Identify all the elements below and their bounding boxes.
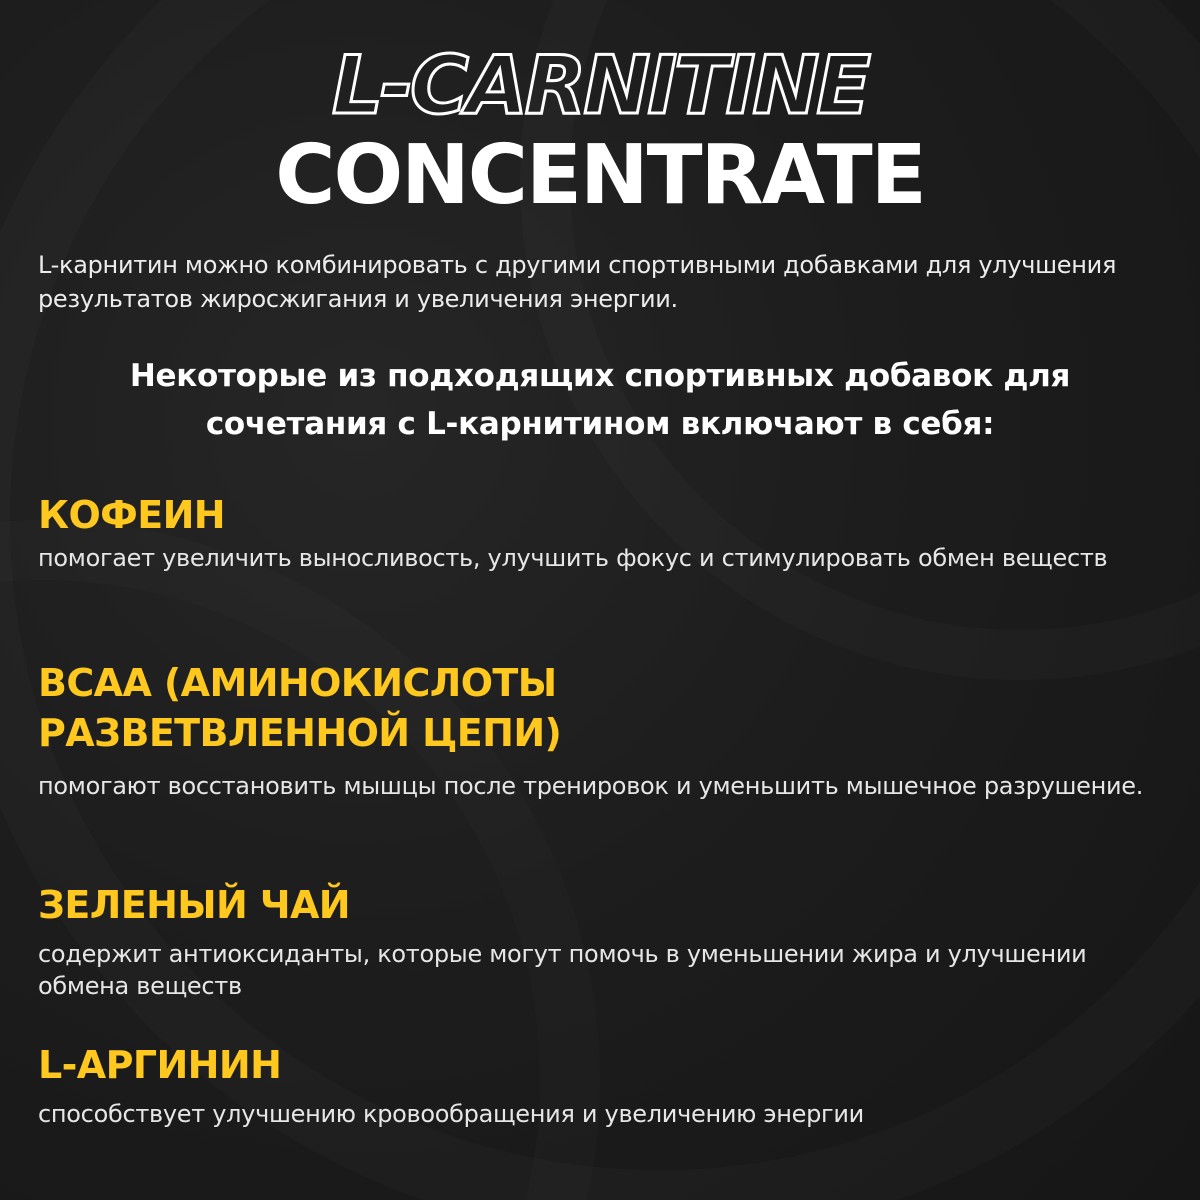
item-desc-bcaa: помогают восстановить мышцы после тренировок и уменьшить мышечное разрушение.	[38, 772, 1144, 800]
item-desc-l-arginine: способствует улучшению кровообращения и увеличению энергии	[38, 1100, 864, 1128]
item-desc-caffeine: помогает увеличить выносливость, улучшить фокус и стимулировать обмен веществ	[38, 544, 1108, 572]
item-title-l-arginine: L-АРГИНИН	[38, 1043, 282, 1087]
title-solid: CONCENTRATE	[275, 128, 925, 223]
item-desc-green-tea: содержит антиоксиданты, которые могут помочь в уменьшении жира и улучшении обмена веществ	[38, 940, 1087, 1000]
title-outline: L-CARNITINE	[331, 39, 869, 132]
item-title-caffeine: КОФЕИН	[38, 493, 226, 537]
item-title-bcaa: BCAA (АМИНОКИСЛОТЫ РАЗВЕТВЛЕННОЙ ЦЕПИ)	[38, 661, 562, 755]
lead-heading: Некоторые из подходящих спортивных добавок для сочетания с L-карнитином включают в себя:	[129, 358, 1071, 442]
intro-text: L-карнитин можно комбинировать с другими спортивными добавками для улучшения результатов жиросжигания и увеличения энергии.	[38, 251, 1117, 313]
item-title-green-tea: ЗЕЛЕНЫЙ ЧАЙ	[38, 883, 351, 927]
